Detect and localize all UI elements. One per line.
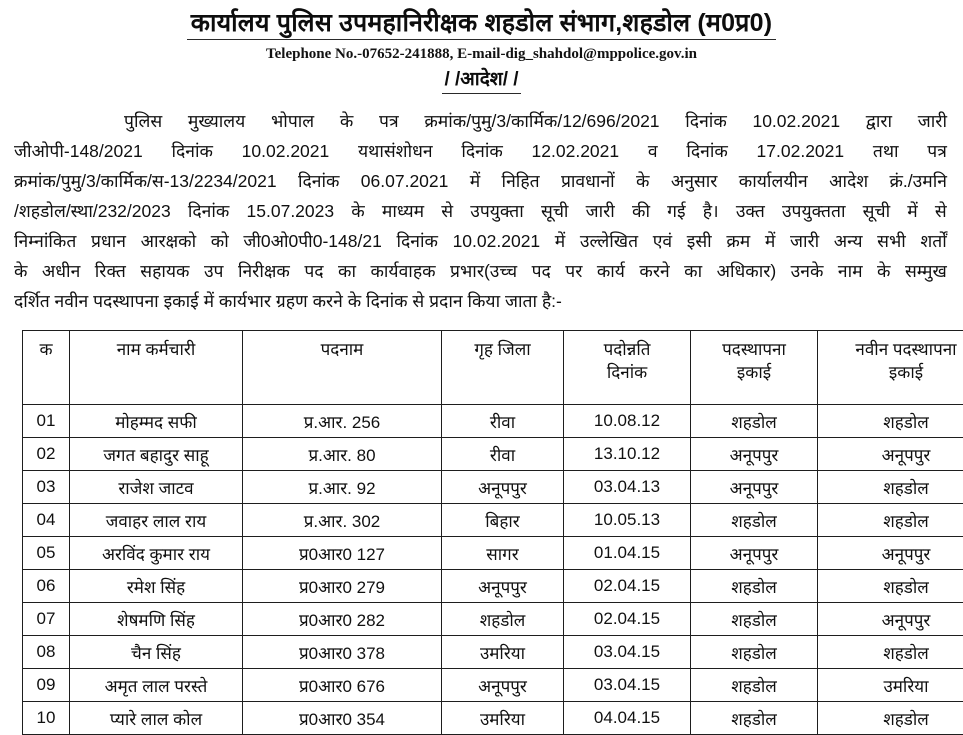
cell-name: अमृत लाल परस्ते: [70, 669, 243, 702]
body-text-segment: का: [338, 256, 356, 286]
column-header-line: नाम कर्मचारी: [73, 338, 239, 361]
body-text-segment: पद: [532, 256, 551, 286]
body-text-segment: सम्मुख: [905, 256, 947, 286]
body-text-segment: करने: [639, 256, 669, 286]
body-text-segment: एवं: [653, 226, 672, 256]
body-text-segment: मुख्यालय: [188, 106, 245, 136]
body-text-segment: से: [935, 196, 947, 226]
cell-sno: 02: [23, 438, 70, 471]
cell-promotion-date: 03.04.15: [564, 636, 691, 669]
document-header: [0, 0, 963, 94]
body-text-segment: की: [632, 196, 650, 226]
body-text-segment: निहित: [502, 166, 540, 196]
body-text-segment: सूची: [541, 196, 568, 226]
body-text-segment: क्रम: [726, 226, 750, 256]
body-text-segment: 12.02.2021: [532, 136, 620, 166]
body-text-segment: जी0ओ0पी0-148/21: [243, 226, 381, 256]
body-text-segment: भोपाल: [271, 106, 314, 136]
order-table-body: [23, 405, 963, 735]
body-text-segment: उप: [204, 256, 224, 286]
body-text-segment: दिनांक: [188, 196, 230, 226]
cell-posting-unit: शहडोल: [691, 702, 818, 735]
body-text-segment: है।: [703, 196, 719, 226]
cell-promotion-date: 03.04.13: [564, 471, 691, 504]
cell-sno: 06: [23, 570, 70, 603]
body-text-segment: निरीक्षक: [238, 256, 290, 286]
cell-posting-unit: अनूपपुर: [691, 438, 818, 471]
column-header-line: गृह जिला: [445, 338, 560, 361]
table-row: [23, 570, 963, 603]
cell-new-posting-unit: अनूपपुर: [818, 438, 963, 471]
cell-rank: प्र.आर. 92: [243, 471, 442, 504]
cell-posting-unit: शहडोल: [691, 603, 818, 636]
cell-home-district: सागर: [442, 537, 564, 570]
cell-posting-unit: शहडोल: [691, 405, 818, 438]
body-text-segment: उनके: [791, 256, 824, 286]
body-text-segment: के: [14, 256, 27, 286]
cell-new-posting-unit: उमरिया: [818, 669, 963, 702]
body-text-segment: सभी: [877, 226, 906, 256]
body-line: [14, 106, 947, 136]
body-text-segment: को: [211, 226, 229, 256]
cell-promotion-date: 10.08.12: [564, 405, 691, 438]
body-text-segment: द्वारा: [866, 106, 892, 136]
cell-posting-unit: शहडोल: [691, 504, 818, 537]
cell-rank: प्र.आर. 80: [243, 438, 442, 471]
cell-new-posting-unit: शहडोल: [818, 405, 963, 438]
table-row: [23, 702, 963, 735]
cell-posting-unit: शहडोल: [691, 570, 818, 603]
cell-home-district: उमरिया: [442, 636, 564, 669]
body-text-segment: दिनांक: [685, 106, 727, 136]
cell-name: जगत बहादुर साहू: [70, 438, 243, 471]
column-header-1: [70, 331, 243, 405]
body-text-segment: प्रधान: [91, 226, 126, 256]
cell-promotion-date: 02.04.15: [564, 570, 691, 603]
column-header-line: इकाई: [694, 361, 814, 384]
body-line: [14, 136, 947, 166]
cell-home-district: अनूपपुर: [442, 570, 564, 603]
cell-name: शेषमणि सिंह: [70, 603, 243, 636]
body-text-segment: दिनांक: [396, 226, 438, 256]
body-line: [14, 286, 947, 316]
body-text-segment: अनुसार: [671, 166, 718, 196]
body-text-segment: दिनांक: [461, 136, 503, 166]
body-text-segment: अधीन: [42, 256, 80, 286]
body-text-segment: का: [684, 256, 702, 286]
body-line: [14, 226, 947, 256]
cell-posting-unit: शहडोल: [691, 669, 818, 702]
cell-home-district: रीवा: [442, 405, 564, 438]
body-text-segment: आरक्षको: [141, 226, 197, 256]
cell-sno: 04: [23, 504, 70, 537]
cell-new-posting-unit: शहडोल: [818, 504, 963, 537]
table-row: [23, 438, 963, 471]
cell-sno: 09: [23, 669, 70, 702]
cell-promotion-date: 04.04.15: [564, 702, 691, 735]
table-row: [23, 504, 963, 537]
cell-promotion-date: 10.05.13: [564, 504, 691, 537]
cell-sno: 08: [23, 636, 70, 669]
cell-rank: प्र0आर0 676: [243, 669, 442, 702]
cell-sno: 07: [23, 603, 70, 636]
body-text-segment: उपयुक्ता: [470, 196, 524, 226]
column-header-line: क: [26, 338, 66, 361]
body-text-segment: उल्लेखित: [580, 226, 638, 256]
order-body-text: [14, 106, 947, 316]
cell-home-district: अनूपपुर: [442, 669, 564, 702]
body-line: [14, 166, 947, 196]
body-text-segment: पर: [565, 256, 582, 286]
body-text-segment: माध्यम: [382, 196, 424, 226]
contact-line: Telephone No.-07652-241888, E-mail-dig_shahdol@mppolice.gov.in: [0, 43, 963, 65]
body-text-segment: निम्नांकित: [14, 226, 76, 256]
body-text-segment: के: [877, 256, 890, 286]
body-text-segment: शर्तों: [920, 226, 946, 256]
body-text-segment: उक्त: [736, 196, 765, 226]
body-text-segment: /शहडोल/स्था/232/2023: [14, 196, 171, 226]
body-text-segment: 10.02.2021: [752, 106, 840, 136]
column-header-2: [243, 331, 442, 405]
body-text-segment: उपयुक्तता: [782, 196, 846, 226]
office-title: कार्यालय पुलिस उपमहानिरीक्षक शहडोल संभाग,शहडोल (म0प्र0): [187, 8, 777, 40]
body-text-segment: जारी: [790, 226, 819, 256]
body-text-segment: कार्यवाहक: [370, 256, 435, 286]
cell-home-district: बिहार: [442, 504, 564, 537]
body-text-segment: में: [555, 226, 565, 256]
column-header-3: [442, 331, 564, 405]
body-text-segment: यथासंशोधन: [358, 136, 433, 166]
body-text-segment: प्रावधानों: [561, 166, 615, 196]
body-text-segment: सूची: [863, 196, 890, 226]
cell-new-posting-unit: शहडोल: [818, 636, 963, 669]
column-header-4: [564, 331, 691, 405]
order-table: [22, 330, 963, 735]
cell-sno: 03: [23, 471, 70, 504]
body-text-segment: व: [648, 136, 658, 166]
body-text-segment: नाम: [838, 256, 863, 286]
body-text-segment: दिनांक: [686, 136, 728, 166]
cell-home-district: रीवा: [442, 438, 564, 471]
cell-new-posting-unit: शहडोल: [818, 570, 963, 603]
cell-promotion-date: 03.04.15: [564, 669, 691, 702]
cell-rank: प्र0आर0 354: [243, 702, 442, 735]
cell-sno: 01: [23, 405, 70, 438]
body-text-segment: कार्यालयीन: [739, 166, 808, 196]
table-row: [23, 669, 963, 702]
order-table-head: [23, 331, 963, 405]
body-text-segment: के: [340, 106, 353, 136]
body-text-segment: में: [470, 166, 480, 196]
cell-name: रमेश सिंह: [70, 570, 243, 603]
cell-home-district: शहडोल: [442, 603, 564, 636]
table-row: [23, 471, 963, 504]
body-line: [14, 256, 947, 286]
body-text-segment: अन्य: [834, 226, 863, 256]
body-text-segment: 10.02.2021: [242, 136, 330, 166]
cell-name: मोहम्मद सफी: [70, 405, 243, 438]
body-text-segment: क्रं./उमनि: [889, 166, 946, 196]
body-text-segment: क्रमांक/पुमु/3/कार्मिक/स-13/2234/2021: [14, 166, 277, 196]
cell-new-posting-unit: अनूपपुर: [818, 603, 963, 636]
column-header-line: दिनांक: [567, 361, 687, 384]
body-text-segment: पत्र: [927, 136, 947, 166]
table-header-row: [23, 331, 963, 405]
cell-promotion-date: 13.10.12: [564, 438, 691, 471]
order-table-wrap: [22, 330, 945, 735]
cell-new-posting-unit: अनूपपुर: [818, 537, 963, 570]
body-text-segment: क्रमांक/पुमु/3/कार्मिक/12/696/2021: [424, 106, 659, 136]
body-text-segment: 15.07.2023: [247, 196, 335, 226]
table-row: [23, 636, 963, 669]
cell-rank: प्र0आर0 378: [243, 636, 442, 669]
body-text-segment: में: [765, 226, 775, 256]
order-heading-wrap: [0, 68, 963, 94]
table-row: [23, 405, 963, 438]
body-text-segment: आदेश: [829, 166, 868, 196]
body-text-segment: के: [636, 166, 649, 196]
body-text-segment: अधिकार): [717, 256, 777, 286]
body-text-segment: गई: [667, 196, 685, 226]
body-text-segment: सहायक: [140, 256, 189, 286]
column-header-line: पदोन्नति: [567, 338, 687, 361]
cell-sno: 10: [23, 702, 70, 735]
body-text-segment: 06.07.2021: [361, 166, 449, 196]
cell-home-district: उमरिया: [442, 702, 564, 735]
cell-promotion-date: 01.04.15: [564, 537, 691, 570]
body-text-segment: जीओपी-148/2021: [14, 136, 143, 166]
cell-rank: प्र.आर. 302: [243, 504, 442, 537]
cell-promotion-date: 02.04.15: [564, 603, 691, 636]
column-header-line: इकाई: [821, 361, 963, 384]
body-text-segment: 10.02.2021: [453, 226, 541, 256]
cell-new-posting-unit: शहडोल: [818, 471, 963, 504]
body-text-segment: के: [351, 196, 364, 226]
body-text-segment: इसी: [687, 226, 712, 256]
body-text-segment: से: [441, 196, 453, 226]
column-header-0: [23, 331, 70, 405]
cell-posting-unit: अनूपपुर: [691, 537, 818, 570]
body-text-segment: प्रभार(उच्च: [450, 256, 517, 286]
cell-name: प्यारे लाल कोल: [70, 702, 243, 735]
column-header-5: [691, 331, 818, 405]
cell-rank: प्र0आर0 282: [243, 603, 442, 636]
column-header-line: पदनाम: [246, 338, 438, 361]
column-header-6: [818, 331, 963, 405]
column-header-line: पदस्थापना: [694, 338, 814, 361]
body-text-segment: कार्य: [597, 256, 625, 286]
body-text-segment: पद: [304, 256, 323, 286]
body-text-segment: 17.02.2021: [757, 136, 845, 166]
table-row: [23, 537, 963, 570]
body-text-segment: पत्र: [379, 106, 399, 136]
body-text-segment: रिक्त: [95, 256, 126, 286]
cell-rank: प्र0आर0 127: [243, 537, 442, 570]
body-line: [14, 196, 947, 226]
cell-posting-unit: शहडोल: [691, 636, 818, 669]
cell-rank: प्र.आर. 256: [243, 405, 442, 438]
order-heading: / /आदेश/ /: [442, 68, 520, 94]
cell-name: राजेश जाटव: [70, 471, 243, 504]
column-header-line: नवीन पदस्थापना: [821, 338, 963, 361]
cell-name: जवाहर लाल राय: [70, 504, 243, 537]
body-text-segment: पुलिस: [124, 106, 162, 136]
cell-home-district: अनूपपुर: [442, 471, 564, 504]
body-text-segment: में: [907, 196, 917, 226]
body-text-segment: दर्शित नवीन पदस्थापना इकाई में कार्यभार ग्रहण करने के दिनांक से प्रदान किया जाता है:-: [14, 286, 562, 316]
cell-name: चैन सिंह: [70, 636, 243, 669]
cell-new-posting-unit: शहडोल: [818, 702, 963, 735]
cell-posting-unit: अनूपपुर: [691, 471, 818, 504]
cell-name: अरविंद कुमार राय: [70, 537, 243, 570]
body-text-segment: तथा: [873, 136, 899, 166]
cell-sno: 05: [23, 537, 70, 570]
body-text-segment: दिनांक: [171, 136, 213, 166]
body-text-segment: जारी: [586, 196, 615, 226]
body-text-segment: दिनांक: [298, 166, 340, 196]
body-text-segment: जारी: [918, 106, 947, 136]
table-row: [23, 603, 963, 636]
cell-rank: प्र0आर0 279: [243, 570, 442, 603]
